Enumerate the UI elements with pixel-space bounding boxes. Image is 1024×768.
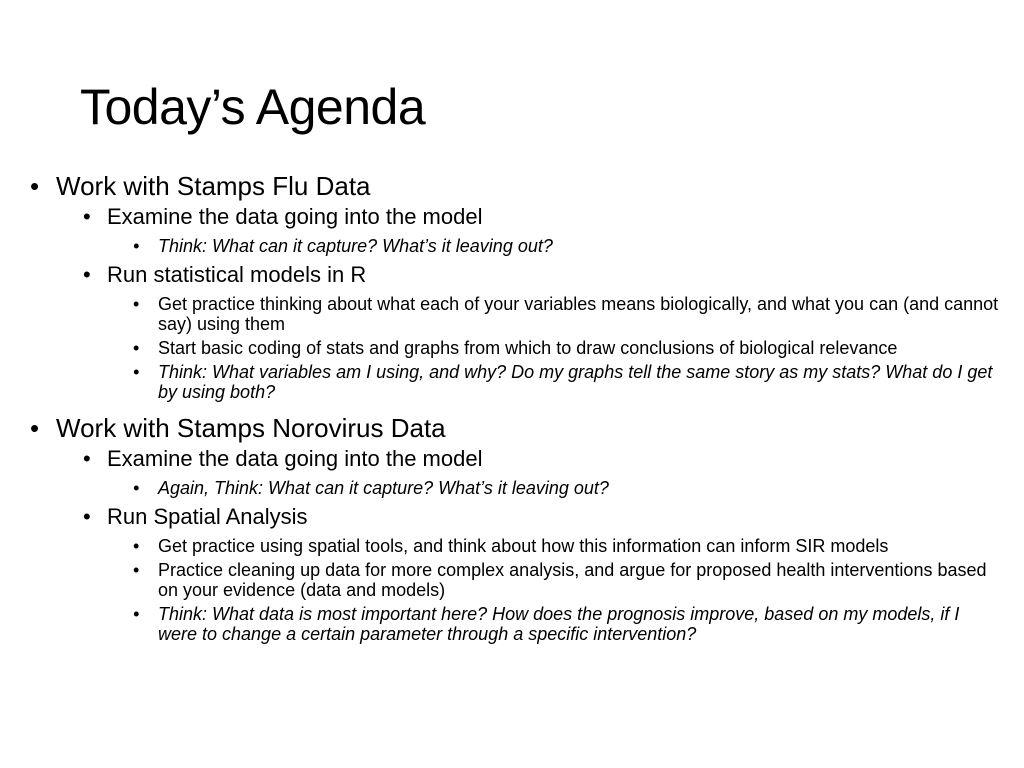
agenda-subitem (131, 536, 1003, 556)
subitem-text: Get practice thinking about what each of your variables means biologically, and what you can (and cannot say) using them (158, 294, 999, 334)
bullet-icon: • (133, 362, 140, 382)
bullet-icon: • (133, 478, 140, 498)
agenda-section-flu (28, 170, 1003, 402)
section-label: Work with Stamps Norovirus Data (56, 413, 446, 443)
section-items (56, 202, 1003, 402)
agenda-item (81, 502, 1003, 644)
item-subitems (107, 294, 1003, 402)
agenda-subitem (131, 478, 1003, 498)
section-label: Work with Stamps Flu Data (56, 171, 371, 201)
bullet-icon: • (133, 236, 140, 256)
bullet-icon: • (30, 171, 40, 201)
bullet-icon: • (30, 413, 40, 443)
section-items (56, 444, 1003, 644)
item-subitems (107, 236, 1003, 256)
agenda-subitem (131, 362, 1003, 402)
agenda-subitem (131, 294, 1003, 334)
bullet-icon: • (83, 204, 91, 229)
subitem-text: Get practice using spatial tools, and think about how this information can inform SIR models (158, 536, 889, 556)
item-label: Run statistical models in R (107, 262, 367, 287)
agenda-subitem (131, 604, 1003, 644)
bullet-icon: • (133, 604, 140, 624)
agenda-item (81, 260, 1003, 402)
agenda-item (81, 444, 1003, 498)
bullet-icon: • (133, 338, 140, 358)
bullet-icon: • (133, 294, 140, 314)
subitem-text: Practice cleaning up data for more complex analysis, and argue for proposed health interventions based on your evidence (data and models) (158, 560, 987, 600)
subitem-text: Start basic coding of stats and graphs from which to draw conclusions of biological relevance (158, 338, 898, 358)
item-label: Run Spatial Analysis (107, 504, 308, 529)
agenda-item (81, 202, 1003, 256)
subitem-text: Think: What data is most important here? How does the prognosis improve, based on my models, if I were to change a certain parameter through a specific intervention? (158, 604, 960, 644)
subitem-text: Again, Think: What can it capture? What’s it leaving out? (158, 478, 609, 498)
bullet-icon: • (83, 446, 91, 471)
agenda-section-norovirus (28, 412, 1003, 644)
item-subitems (107, 478, 1003, 498)
item-subitems (107, 536, 1003, 644)
item-label: Examine the data going into the model (107, 446, 483, 471)
item-label: Examine the data going into the model (107, 204, 483, 229)
bullet-icon: • (83, 504, 91, 529)
agenda-content (28, 170, 1003, 648)
bullet-icon: • (133, 536, 140, 556)
agenda-subitem (131, 560, 1003, 600)
agenda-subitem (131, 338, 1003, 358)
subitem-text: Think: What can it capture? What’s it leaving out? (158, 236, 553, 256)
slide-title: Today’s Agenda (80, 79, 426, 135)
agenda-subitem (131, 236, 1003, 256)
subitem-text: Think: What variables am I using, and why? Do my graphs tell the same story as my stats? What do I get by using both? (158, 362, 993, 402)
bullet-icon: • (133, 560, 140, 580)
bullet-icon: • (83, 262, 91, 287)
agenda-list (28, 170, 1003, 644)
